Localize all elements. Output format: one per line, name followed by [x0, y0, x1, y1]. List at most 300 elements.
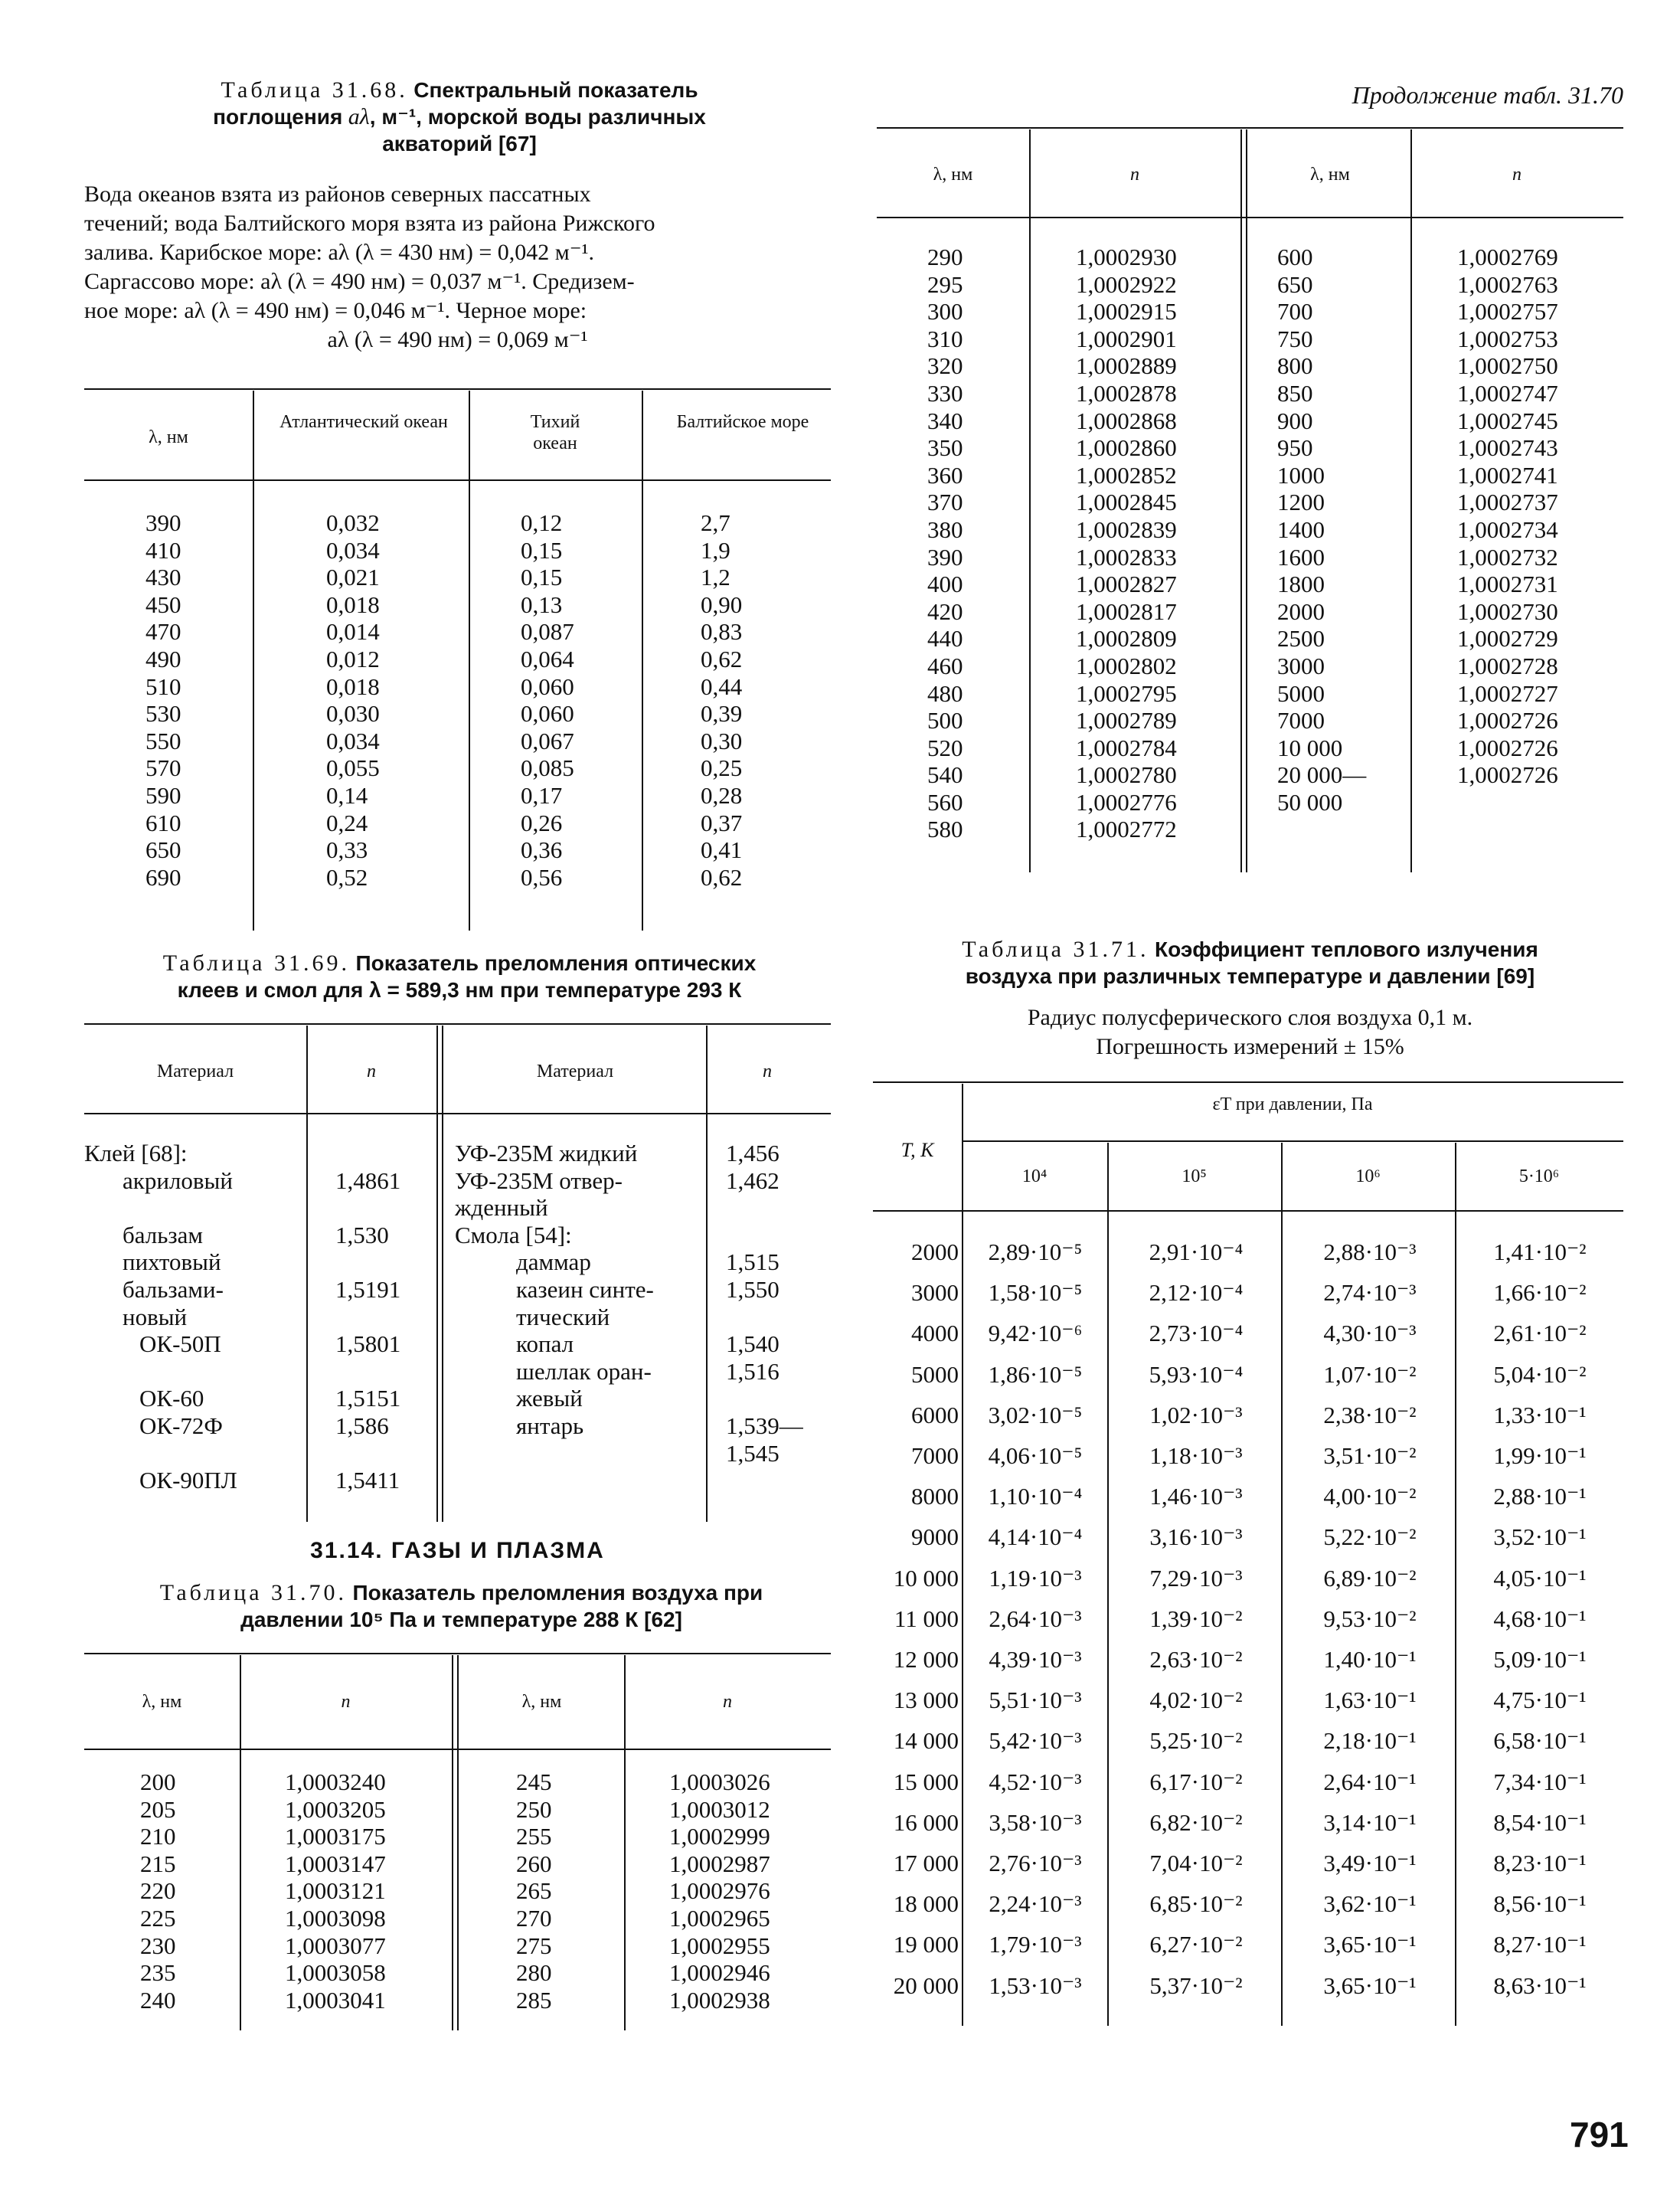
t71-temperature: 11 000 — [894, 1605, 959, 1632]
t70-lambda: 250 — [516, 1795, 552, 1823]
t71-temperature: 7000 — [911, 1442, 959, 1469]
t68-cell: 650 — [145, 836, 181, 864]
t69-header-n: n — [367, 1062, 376, 1081]
t69-header-n2: n — [763, 1062, 772, 1081]
t71-note-line1: Радиус полусферического слоя воздуха 0,1 м. — [1027, 1005, 1473, 1030]
t68-cell: 0,034 — [326, 727, 380, 754]
t69-value: 1,462 — [726, 1166, 780, 1194]
t68-cell: 0,067 — [521, 727, 574, 754]
t70cont-n: 1,0002743 — [1457, 434, 1558, 462]
t70-lambda: 270 — [516, 1904, 552, 1932]
t68-note-line: ное море: aλ (λ = 490 нм) = 0,046 м⁻¹. Черное море: — [84, 298, 587, 323]
t70cont-lambda: 1800 — [1277, 571, 1325, 598]
t70cont-n: 1,0002915 — [1076, 298, 1177, 326]
t70cont-lambda: 310 — [927, 325, 963, 352]
t69-material: даммар — [516, 1248, 591, 1276]
t70cont-n: 1,0002889 — [1076, 352, 1177, 380]
t71-emissivity: 5,37·10⁻² — [1149, 1971, 1243, 1999]
t70cont-lambda: 5000 — [1277, 679, 1325, 707]
t68-col-rule — [642, 391, 643, 931]
t69-caption — [84, 950, 835, 1003]
t68-col-pacific — [521, 509, 574, 891]
t70-lambda: 280 — [516, 1959, 552, 1987]
t71-emissivity: 4,14·10⁻⁴ — [988, 1523, 1083, 1551]
t70cont-n: 1,0002747 — [1457, 379, 1558, 407]
t69-right-values — [726, 1140, 803, 1494]
t69-value: 1,5411 — [335, 1467, 400, 1494]
t70cont-header-n: n — [1130, 165, 1139, 185]
t68-title-line2a: поглощения — [213, 105, 343, 129]
t70cont-n: 1,0002780 — [1076, 761, 1177, 789]
t70cont-lambda: 650 — [1277, 270, 1313, 298]
t71-emissivity: 3,02·10⁻⁵ — [988, 1401, 1083, 1428]
t70-n: 1,0003175 — [285, 1823, 386, 1850]
t69-value — [335, 1304, 400, 1331]
t70cont-n: 1,0002817 — [1076, 597, 1177, 625]
t70cont-n: 1,0002868 — [1076, 407, 1177, 434]
t70cont-lambda: 440 — [927, 625, 963, 653]
t71-emissivity: 1,99·10⁻¹ — [1493, 1442, 1587, 1469]
t68-cell: 0,41 — [701, 836, 743, 864]
t68-cell: 410 — [145, 536, 181, 564]
t70cont-lambda: 520 — [927, 734, 963, 761]
t70cont-n: 1,0002860 — [1076, 434, 1177, 462]
t71-emissivity: 1,46·10⁻³ — [1149, 1483, 1243, 1510]
t70-col4 — [669, 1768, 770, 2014]
t68-cell: 0,034 — [326, 536, 380, 564]
t69-material: Клей [68]: — [84, 1140, 188, 1166]
t68-cell: 0,087 — [521, 618, 574, 646]
t70cont-lambda: 295 — [927, 270, 963, 298]
t69-material: акриловый — [123, 1166, 233, 1194]
t70-lambda: 260 — [516, 1850, 552, 1877]
t71-emissivity: 8,63·10⁻¹ — [1493, 1971, 1587, 1999]
t69-material: пихтовый — [123, 1248, 221, 1276]
t69-material: копал — [516, 1330, 574, 1358]
t69-value: 1,516 — [726, 1357, 780, 1385]
t71-temperature: 14 000 — [893, 1727, 959, 1755]
t71-emissivity: 2,91·10⁻⁴ — [1149, 1238, 1244, 1265]
t68-col-rule — [253, 391, 254, 931]
t71-emissivity: 4,52·10⁻³ — [989, 1768, 1082, 1795]
t71-emissivity: 2,38·10⁻² — [1323, 1401, 1417, 1428]
t68-cell: 430 — [145, 564, 181, 591]
t71-emissivity: 4,02·10⁻² — [1149, 1687, 1243, 1714]
t68-cell: 0,83 — [701, 618, 743, 646]
t70-n: 1,0002938 — [669, 1986, 770, 2014]
t69-header-material2: Материал — [536, 1062, 614, 1081]
t69-material — [84, 1358, 237, 1386]
t68-cell: 570 — [145, 754, 181, 782]
t68-note — [84, 180, 831, 355]
t71-emissivity: 3,62·10⁻¹ — [1323, 1890, 1417, 1918]
t71-emissivity: 1,18·10⁻³ — [1149, 1442, 1243, 1469]
t71-emissivity: 8,56·10⁻¹ — [1493, 1890, 1587, 1918]
t71-emissivity: 5,42·10⁻³ — [989, 1727, 1082, 1755]
t70cont-lambda: 700 — [1277, 298, 1313, 326]
t70cont-lambda: 1000 — [1277, 461, 1325, 489]
t68-cell: 0,14 — [326, 781, 368, 809]
t70-title-line1: Показатель преломления воздуха при — [352, 1581, 763, 1605]
t69-value — [726, 1304, 803, 1331]
t69-material: УФ-235М жидкий — [455, 1140, 638, 1166]
t69-value — [726, 1222, 803, 1249]
t69-title-line2: клеев и смол для λ = 589,3 нм при температуре 293 К — [177, 978, 742, 1002]
t71-temperature: 3000 — [911, 1279, 959, 1307]
t71-emissivity: 2,64·10⁻¹ — [1323, 1768, 1417, 1795]
t69-value — [335, 1248, 400, 1276]
t70cont-lambda: 750 — [1277, 325, 1313, 352]
t70-col1 — [140, 1768, 176, 2014]
t71-temperature: 13 000 — [893, 1687, 959, 1714]
t70cont-n: 1,0002845 — [1076, 489, 1177, 516]
t71-emissivity: 6,27·10⁻² — [1149, 1931, 1243, 1958]
t69-material — [455, 1467, 654, 1494]
t70cont-n: 1,0002757 — [1457, 298, 1558, 326]
t70-lambda: 205 — [140, 1795, 176, 1823]
t69-left-values — [335, 1140, 400, 1494]
t70cont-double-rule — [1240, 129, 1247, 872]
t70-header-n2: n — [723, 1692, 732, 1712]
t71-emissivity: 2,64·10⁻³ — [989, 1605, 1082, 1632]
t69-value: 1,515 — [726, 1248, 780, 1276]
t68-cell: 0,055 — [326, 754, 380, 782]
t70cont-n: 1,0002772 — [1076, 816, 1177, 843]
t70cont-n: 1,0002729 — [1457, 625, 1558, 653]
t71-subheader-rule — [963, 1140, 1623, 1142]
t70cont-n: 1,0002827 — [1076, 571, 1177, 598]
t68-cell: 0,24 — [326, 809, 368, 836]
t68-note-line: Вода океанов взята из районов северных пассатных — [84, 182, 591, 207]
page-number: 791 — [1570, 2115, 1629, 2154]
t69-value — [335, 1194, 400, 1222]
t69-material: бальзами- — [123, 1275, 224, 1303]
t69-material: жденный — [455, 1194, 548, 1222]
t71-emissivity: 2,89·10⁻⁵ — [988, 1238, 1083, 1265]
t69-value: 1,586 — [335, 1412, 389, 1439]
t68-label: Таблица 31.68. — [221, 77, 408, 103]
t68-cell: 0,44 — [701, 672, 743, 700]
t70cont-n: 1,0002901 — [1076, 325, 1177, 352]
t70cont-n: 1,0002726 — [1457, 761, 1558, 789]
t71-emissivity: 5,22·10⁻² — [1323, 1523, 1417, 1551]
t70cont-col4 — [1457, 244, 1558, 789]
t70-lambda: 215 — [140, 1850, 176, 1877]
t70cont-n: 1,0002726 — [1457, 707, 1558, 734]
t69-material — [84, 1440, 237, 1467]
t68-header-lambda: λ, нм — [149, 427, 188, 447]
t71-temperature: 15 000 — [893, 1768, 959, 1795]
t70cont-lambda: 2000 — [1277, 597, 1325, 625]
t71-temperature: 18 000 — [893, 1890, 959, 1918]
t71-emissivity: 5,51·10⁻³ — [989, 1687, 1082, 1714]
t70cont-n: 1,0002769 — [1457, 244, 1558, 270]
t68-cell: 0,032 — [326, 509, 380, 536]
t71-emissivity: 1,10·10⁻⁴ — [988, 1483, 1083, 1510]
t71-emissivity: 6,58·10⁻¹ — [1493, 1727, 1587, 1755]
t71-temperature: 2000 — [911, 1238, 959, 1265]
t68-cell: 0,018 — [326, 672, 380, 700]
t70cont-n: 1,0002930 — [1076, 244, 1177, 270]
t70cont-lambda: 320 — [927, 352, 963, 380]
t70cont-lambda: 290 — [927, 244, 963, 270]
t71-emissivity: 7,04·10⁻² — [1149, 1850, 1243, 1876]
t69-material: бальзам — [123, 1221, 204, 1248]
t70cont-n: 1,0002734 — [1457, 515, 1558, 543]
t71-emissivity: 4,30·10⁻³ — [1323, 1320, 1417, 1347]
t70cont-label: Продолжение табл. 31.70 — [1352, 81, 1623, 109]
t68-header-rule — [84, 479, 831, 481]
t68-cell: 0,52 — [326, 863, 368, 891]
t69-material: шеллак оран- — [516, 1357, 652, 1385]
t70cont-n: 1,0002784 — [1076, 734, 1177, 761]
t71-temperature: 6000 — [911, 1401, 959, 1428]
t71-emissivity: 3,65·10⁻¹ — [1323, 1931, 1417, 1958]
t70cont-top-rule — [877, 127, 1623, 129]
t71-emissivity: 6,82·10⁻² — [1149, 1808, 1243, 1836]
t70cont-header-lambda: λ, нм — [933, 165, 973, 185]
t70cont-lambda: 460 — [927, 652, 963, 679]
t69-material: тический — [516, 1303, 610, 1330]
t71-emissivity: 8,23·10⁻¹ — [1493, 1850, 1587, 1876]
t71-label: Таблица 31.71. — [962, 937, 1149, 962]
t70-header-lambda: λ, нм — [142, 1692, 182, 1712]
t69-header-rule — [84, 1113, 831, 1114]
t71-emissivity: 2,88·10⁻¹ — [1493, 1483, 1587, 1510]
t71-temperature: 20 000 — [893, 1971, 959, 1999]
t70cont-n: 1,0002728 — [1457, 652, 1558, 679]
t70cont-n: 1,0002727 — [1457, 679, 1558, 707]
t70cont-lambda: 340 — [927, 407, 963, 434]
t69-value — [726, 1385, 803, 1412]
t70cont-lambda: 900 — [1277, 407, 1313, 434]
t68-cell: 450 — [145, 591, 181, 618]
t68-cell: 2,7 — [701, 509, 731, 536]
t68-cell: 590 — [145, 781, 181, 809]
t71-emissivity: 3,16·10⁻³ — [1149, 1523, 1243, 1551]
t70cont-lambda: 1400 — [1277, 515, 1325, 543]
t70cont-lambda: 390 — [927, 543, 963, 571]
t68-cell: 470 — [145, 618, 181, 646]
t69-header-material: Материал — [156, 1062, 234, 1081]
t70-lambda: 245 — [516, 1768, 552, 1795]
t71-col-rule — [962, 1084, 963, 2026]
t71-emissivity: 3,52·10⁻¹ — [1493, 1523, 1587, 1551]
t70-lambda: 285 — [516, 1986, 552, 2014]
t68-header-atlantic: Атлантический океан — [279, 412, 448, 432]
t70cont-n: 1,0002878 — [1076, 379, 1177, 407]
t70cont-lambda: 420 — [927, 597, 963, 625]
t69-material: казеин синте- — [516, 1275, 654, 1303]
t70-col2 — [285, 1768, 386, 2014]
t71-emissivity: 1,63·10⁻¹ — [1323, 1687, 1417, 1714]
t70-lambda: 235 — [140, 1959, 176, 1987]
t69-top-rule — [84, 1023, 831, 1025]
t69-material: Смола [54]: — [455, 1221, 572, 1248]
t70-n: 1,0003147 — [285, 1850, 386, 1877]
t68-cell: 0,39 — [701, 700, 743, 728]
t70-header-lambda2: λ, нм — [521, 1692, 562, 1712]
t68-cell: 0,33 — [326, 836, 368, 864]
t68-cell: 0,021 — [326, 564, 380, 591]
t71-emissivity: 2,74·10⁻³ — [1323, 1279, 1417, 1307]
t68-title-line2b: , м⁻¹, морской воды различных — [369, 105, 706, 129]
t69-value — [726, 1467, 803, 1494]
t71-temperature: 10 000 — [893, 1564, 959, 1592]
t70cont-n: 1,0002833 — [1076, 543, 1177, 571]
t70-label: Таблица 31.70. — [159, 1580, 348, 1605]
t71-emissivity: 1,86·10⁻⁵ — [988, 1360, 1083, 1388]
t70cont-header-n2: n — [1512, 165, 1521, 185]
t71-temperature: 19 000 — [893, 1931, 959, 1958]
t71-emissivity: 1,07·10⁻² — [1323, 1360, 1417, 1388]
t71-header-p4: 5·10⁶ — [1518, 1166, 1560, 1186]
t68-cell: 0,030 — [326, 700, 380, 728]
t68-note-line: aλ (λ = 490 нм) = 0,069 м⁻¹ — [327, 327, 588, 352]
t68-cell: 0,060 — [521, 700, 574, 728]
t71-emissivity: 3,65·10⁻¹ — [1323, 1971, 1417, 1999]
t70cont-n: 1,0002731 — [1457, 571, 1558, 598]
t70-lambda: 230 — [140, 1932, 176, 1959]
t68-cell: 0,37 — [701, 809, 743, 836]
t71-emissivity: 4,68·10⁻¹ — [1493, 1605, 1587, 1632]
t69-value: 1,5801 — [335, 1330, 401, 1358]
t70-lambda: 265 — [516, 1877, 552, 1905]
t68-cell: 0,018 — [326, 591, 380, 618]
t70cont-lambda: 480 — [927, 679, 963, 707]
t70cont-col1 — [927, 244, 963, 843]
t70cont-n: 1,0002753 — [1457, 325, 1558, 352]
t68-header-baltic: Балтийское море — [676, 412, 809, 432]
t70cont-n: 1,0002745 — [1457, 407, 1558, 434]
t70cont-n: 1,0002789 — [1076, 707, 1177, 734]
t70cont-header-rule — [877, 217, 1623, 218]
t71-top-rule — [873, 1081, 1623, 1083]
t70cont-lambda: 400 — [927, 571, 963, 598]
t68-cell: 490 — [145, 645, 181, 672]
t68-cell: 1,2 — [701, 564, 731, 591]
t70-lambda: 200 — [140, 1768, 176, 1795]
t70cont-n: 1,0002852 — [1076, 461, 1177, 489]
t71-col-rule — [1107, 1143, 1109, 2026]
t68-cell: 390 — [145, 509, 181, 536]
t70cont-header-lambda2: λ, нм — [1310, 165, 1350, 185]
t71-emissivity: 3,14·10⁻¹ — [1323, 1808, 1417, 1836]
t68-cell: 0,56 — [521, 863, 563, 891]
t70cont-n: 1,0002737 — [1457, 489, 1558, 516]
t68-cell: 0,13 — [521, 591, 563, 618]
t71-emissivity: 2,61·10⁻² — [1493, 1320, 1587, 1347]
t70-caption — [84, 1579, 838, 1633]
t71-emissivity: 2,12·10⁻⁴ — [1149, 1279, 1244, 1307]
t68-cell: 550 — [145, 727, 181, 754]
t71-emissivity: 2,76·10⁻³ — [989, 1850, 1082, 1876]
t69-value — [335, 1140, 400, 1167]
t70cont-n: 1,0002776 — [1076, 788, 1177, 816]
t69-material: ОК-60 — [139, 1385, 204, 1412]
t70cont-n: 1,0002809 — [1076, 625, 1177, 653]
t70-lambda: 255 — [516, 1823, 552, 1850]
t70-n: 1,0002976 — [669, 1877, 770, 1905]
t70cont-lambda: 800 — [1277, 352, 1313, 380]
t71-emissivity: 6,85·10⁻² — [1149, 1890, 1243, 1918]
t70cont-col2 — [1076, 244, 1177, 843]
t71-emissivity: 1,33·10⁻¹ — [1493, 1401, 1587, 1428]
t70cont-lambda: 300 — [927, 298, 963, 326]
t70-lambda: 225 — [140, 1904, 176, 1932]
t69-material: жевый — [516, 1385, 583, 1412]
t70-n: 1,0002987 — [669, 1850, 770, 1877]
t71-temperature: 16 000 — [893, 1808, 959, 1836]
t70cont-lambda: 600 — [1277, 244, 1313, 270]
t71-emissivity: 2,63·10⁻² — [1149, 1646, 1243, 1673]
t71-emissivity: 1,79·10⁻³ — [989, 1931, 1082, 1958]
t71-header-eps: εT при давлении, Па — [1212, 1094, 1373, 1114]
t69-value — [726, 1194, 803, 1222]
t69-left-names — [84, 1140, 237, 1494]
t68-cell: 0,17 — [521, 781, 563, 809]
t69-value: 1,456 — [726, 1140, 780, 1166]
t70cont-lambda: 2500 — [1277, 625, 1325, 653]
t69-col-rule — [306, 1026, 308, 1522]
t71-emissivity: 2,18·10⁻¹ — [1323, 1727, 1417, 1755]
t70cont-lambda: 1600 — [1277, 543, 1325, 571]
t70cont-n: 1,0002732 — [1457, 543, 1558, 571]
t69-material — [84, 1194, 237, 1222]
t70cont-n: 1,0002802 — [1076, 652, 1177, 679]
t70-col3 — [516, 1768, 552, 2014]
section-title: 31.14. ГАЗЫ И ПЛАЗМА — [310, 1538, 605, 1563]
t71-emissivity: 2,73·10⁻⁴ — [1149, 1320, 1244, 1347]
t69-right-names — [455, 1140, 654, 1494]
t70cont-lambda: 370 — [927, 489, 963, 516]
t69-material — [455, 1440, 654, 1467]
t71-emissivity: 5,09·10⁻¹ — [1493, 1646, 1587, 1673]
t68-title-symbol: aλ — [348, 104, 370, 129]
t71-emissivity: 8,27·10⁻¹ — [1493, 1931, 1587, 1958]
t69-value — [335, 1440, 400, 1467]
t71-header-p2: 10⁵ — [1182, 1166, 1207, 1186]
t71-emissivity: 3,51·10⁻² — [1323, 1442, 1417, 1469]
t70cont-n: 1,0002750 — [1457, 352, 1558, 380]
t68-col-rule — [469, 391, 470, 931]
t70cont-lambda: 500 — [927, 707, 963, 734]
t71-emissivity: 7,34·10⁻¹ — [1493, 1768, 1587, 1795]
t68-caption — [115, 77, 804, 157]
t70-header-n: n — [341, 1692, 351, 1712]
t68-col-baltic — [701, 509, 742, 891]
t69-value: 1,545 — [726, 1439, 780, 1467]
t71-emissivity: 6,17·10⁻² — [1149, 1768, 1243, 1795]
t71-emissivity: 8,54·10⁻¹ — [1493, 1808, 1587, 1836]
t71-emissivity: 1,41·10⁻² — [1493, 1238, 1587, 1265]
t70cont-lambda: 540 — [927, 761, 963, 789]
t68-cell: 0,15 — [521, 536, 563, 564]
t70cont-n: 1,0002763 — [1457, 270, 1558, 298]
t71-note-line2: Погрешность измерений ± 15% — [1096, 1034, 1404, 1059]
t68-cell: 0,085 — [521, 754, 574, 782]
t69-value: 1,530 — [335, 1221, 389, 1248]
t68-cell: 0,060 — [521, 672, 574, 700]
t70cont-lambda: 950 — [1277, 434, 1313, 462]
t69-label: Таблица 31.69. — [162, 950, 350, 976]
t70-n: 1,0003041 — [285, 1986, 386, 2014]
t71-temperature: 12 000 — [893, 1646, 959, 1673]
t70-n: 1,0003098 — [285, 1904, 386, 1932]
t70cont-lambda: 50 000 — [1277, 788, 1343, 816]
t69-material: новый — [123, 1303, 188, 1330]
t69-value: 1,540 — [726, 1330, 780, 1358]
